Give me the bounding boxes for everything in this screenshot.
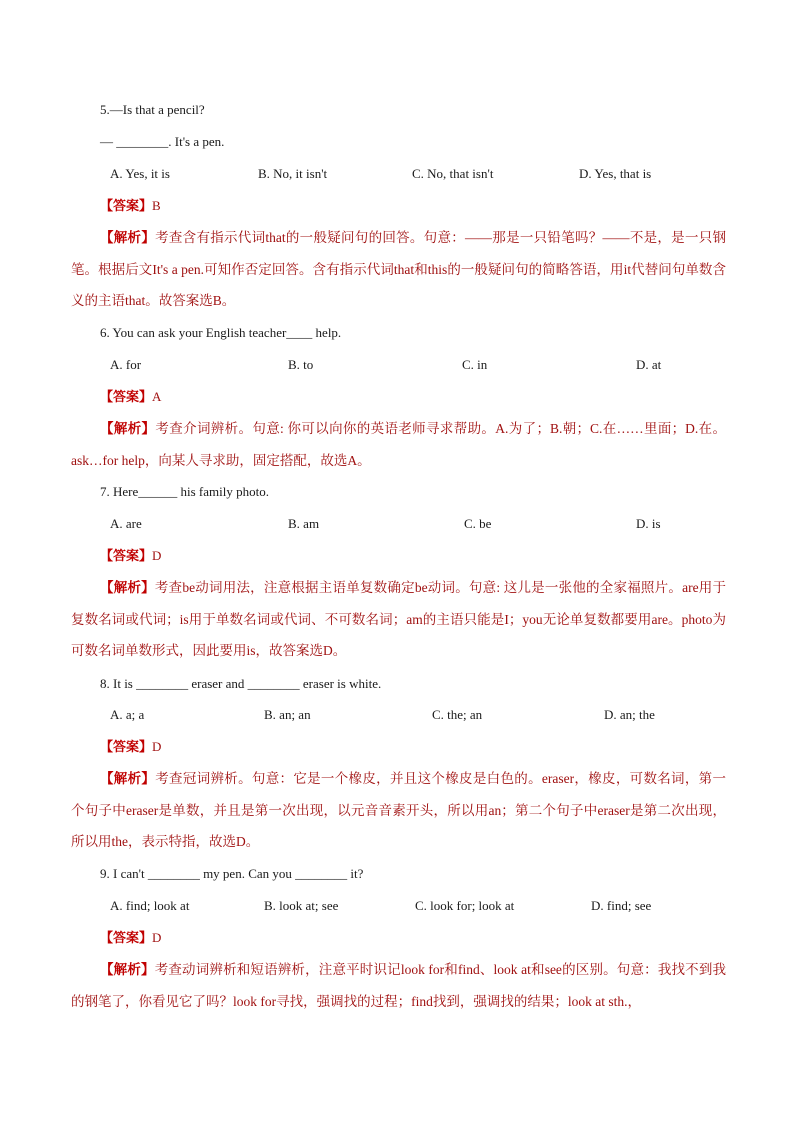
answer-tag: 【答案】: [100, 198, 153, 213]
question-8-answer: [100, 739, 161, 755]
question-9-stem: 9. I can't ________ my pen. Can you ________ it?: [100, 866, 364, 881]
question-9-option-c: C. look for; look at: [415, 898, 515, 913]
question-7-answer: [100, 548, 161, 564]
question-9-explanation: [71, 954, 726, 1017]
explain-tag: 【解析】: [100, 962, 155, 977]
explanation-text: 考查be动词用法，注意根据主语单复数确定be动词。句意: 这儿是一张他的全家福照片。are用于复数名词或代词；is用于单数名词或代词、不可数名词；am的主语只能是I；you无论单复数都要用are。photo为可数名词单数形式，因此要用is，故答案选D。: [71, 580, 727, 659]
explain-tag: 【解析】: [100, 421, 156, 436]
question-8-option-c: C. the; an: [432, 707, 483, 722]
question-8-option-a: A. a; a: [110, 707, 145, 722]
explanation-text: 考查含有指示代词that的一般疑问句的回答。句意：——那是一只铅笔吗？——不是，是一只钢笔。根据后文It's a pen.可知作否定回答。含有指示代词that和this的一般疑问句的简略答语，用it代替问句单数含义的主语that。故答案选B。: [71, 230, 726, 309]
explain-tag: 【解析】: [100, 230, 156, 245]
question-7-option-b: B. am: [288, 516, 320, 531]
question-6-stem: 6. You can ask your English teacher____ help.: [100, 325, 342, 340]
answer-value: D: [152, 548, 162, 563]
question-7-stem: 7. Here______ his family photo.: [100, 484, 269, 499]
answer-tag: 【答案】: [100, 389, 153, 404]
explain-tag: 【解析】: [100, 580, 155, 595]
question-9-answer: [100, 930, 161, 946]
question-5-option-b: B. No, it isn't: [258, 166, 328, 181]
question-5-stem-line-2: — ________. It's a pen.: [100, 134, 225, 149]
question-6-explanation: [71, 413, 726, 476]
question-6-option-c: C. in: [462, 357, 488, 372]
question-7-explanation: [71, 572, 726, 667]
explanation-text: 考查介词辨析。句意: 你可以向你的英语老师寻求帮助。A.为了；B.朝；C.在……里面；D.在。ask…for help，向某人寻求助，固定搭配，故选A。: [71, 421, 726, 468]
question-7-option-d: D. is: [636, 516, 661, 531]
question-7-option-c: C. be: [464, 516, 492, 531]
answer-value: D: [152, 739, 162, 754]
answer-tag: 【答案】: [100, 739, 153, 754]
question-8-stem: 8. It is ________ eraser and ________ eraser is white.: [100, 676, 382, 691]
question-5-stem-line-1: 5.—Is that a pencil?: [100, 102, 205, 117]
explanation-text: 考查动词辨析和短语辨析，注意平时识记look for和find、look at和see的区别。句意：我找不到我的钢笔了，你看见它了吗？look for寻找，强调找的过程；find找到，强调找的结果；look at sth.，: [71, 962, 727, 1009]
answer-value: A: [152, 389, 162, 404]
question-9-option-b: B. look at; see: [264, 898, 339, 913]
question-8-explanation: [71, 763, 726, 858]
question-5-option-a: A. Yes, it is: [110, 166, 170, 181]
answer-value: D: [152, 930, 162, 945]
answer-tag: 【答案】: [100, 548, 153, 563]
explain-tag: 【解析】: [100, 771, 156, 786]
question-5-explanation: [71, 222, 726, 317]
answer-tag: 【答案】: [100, 930, 153, 945]
question-8-option-d: D. an; the: [604, 707, 655, 722]
explanation-text: 考查冠词辨析。句意：它是一个橡皮，并且这个橡皮是白色的。eraser，橡皮，可数名词，第一个句子中eraser是单数，并且是第一次出现，以元音音素开头，所以用an；第二个句子中eraser是第二次出现，所以用the，表示特指，故选D。: [71, 771, 726, 850]
question-6-option-a: A. for: [110, 357, 142, 372]
question-5-option-d: D. Yes, that is: [579, 166, 652, 181]
question-9-option-d: D. find; see: [591, 898, 652, 913]
question-6-option-b: B. to: [288, 357, 314, 372]
question-5-answer: [100, 198, 161, 214]
question-8-option-b: B. an; an: [264, 707, 311, 722]
question-9-option-a: A. find; look at: [110, 898, 190, 913]
question-6-option-d: D. at: [636, 357, 662, 372]
answer-value: B: [152, 198, 161, 213]
question-7-option-a: A. are: [110, 516, 142, 531]
question-5-option-c: C. No, that isn't: [412, 166, 494, 181]
question-6-answer: [100, 389, 161, 405]
